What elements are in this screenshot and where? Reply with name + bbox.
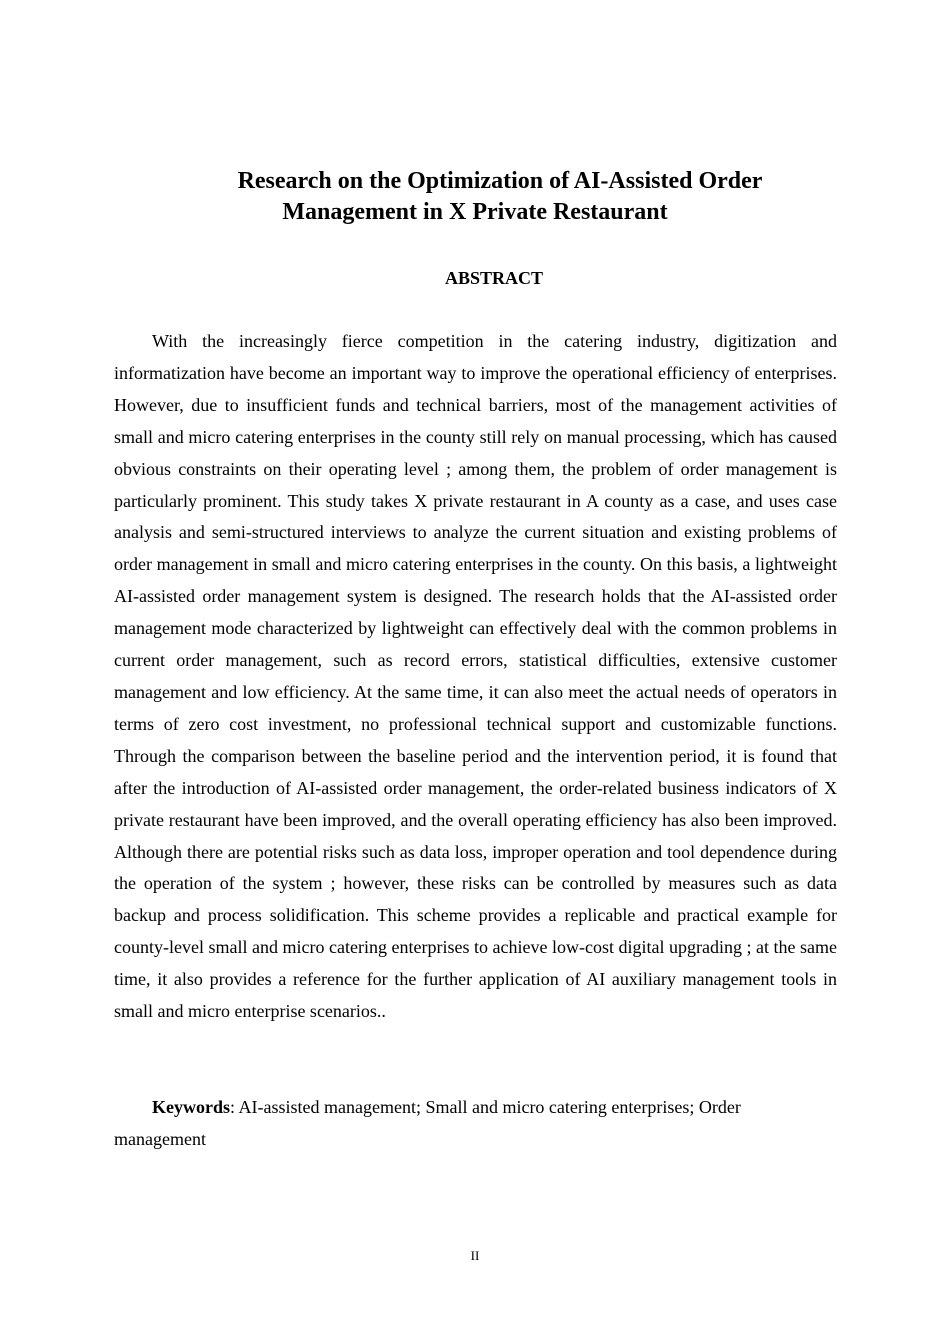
paper-title <box>0 166 950 228</box>
paper-title-line-1: Research on the Optimization of AI-Assisted Order <box>237 168 763 194</box>
keywords-separator: : <box>230 1097 239 1117</box>
keywords-label: Keywords <box>152 1097 230 1117</box>
page-number: II <box>470 1248 480 1263</box>
abstract-heading: ABSTRACT <box>444 268 544 288</box>
keywords-text: AI-assisted management; Small and micro catering enterprises; Order management <box>114 1097 741 1149</box>
keywords-paragraph <box>114 1092 837 1156</box>
paper-title-line-2: Management in X Private Restaurant <box>282 199 668 225</box>
abstract-body: With the increasingly fierce competition in the catering industry, digitization and informatization have become an important way to improve the operational efficiency of enterprises. However, due to insufficient funds and technical barriers, most of the management activities of small and micro catering enterprises in the county still rely on manual processing, which has caused obvious constraints on their operating level ; among them, the problem of order management is particularly prominent. This study takes X private restaurant in A county as a case, and uses case analysis and semi-structured interviews to analyze the current situation and existing problems of order management in small and micro catering enterprises in the county. On this basis, a lightweight AI-assisted order management system is designed. The research holds that the AI-assisted order management mode characterized by lightweight can effectively deal with the common problems in current order management, such as record errors, statistical difficulties, extensive customer management and low efficiency. At the same time, it can also meet the actual needs of operators in terms of zero cost investment, no professional technical support and customizable functions. Through the comparison between the baseline period and the intervention period, it is found that after the introduction of AI-assisted order management, the order-related business indicators of X private restaurant have been improved, and the overall operating efficiency has also been improved. Although there are potential risks such as data loss, improper operation and tool dependence during the operation of the system ; however, these risks can be controlled by measures such as data backup and process solidification. This scheme provides a replicable and practical example for county-level small and micro catering enterprises to achieve low-cost digital upgrading ; at the same time, it also provides a reference for the further application of AI auxiliary management tools in small and micro enterprise scenarios.. <box>114 331 837 1022</box>
